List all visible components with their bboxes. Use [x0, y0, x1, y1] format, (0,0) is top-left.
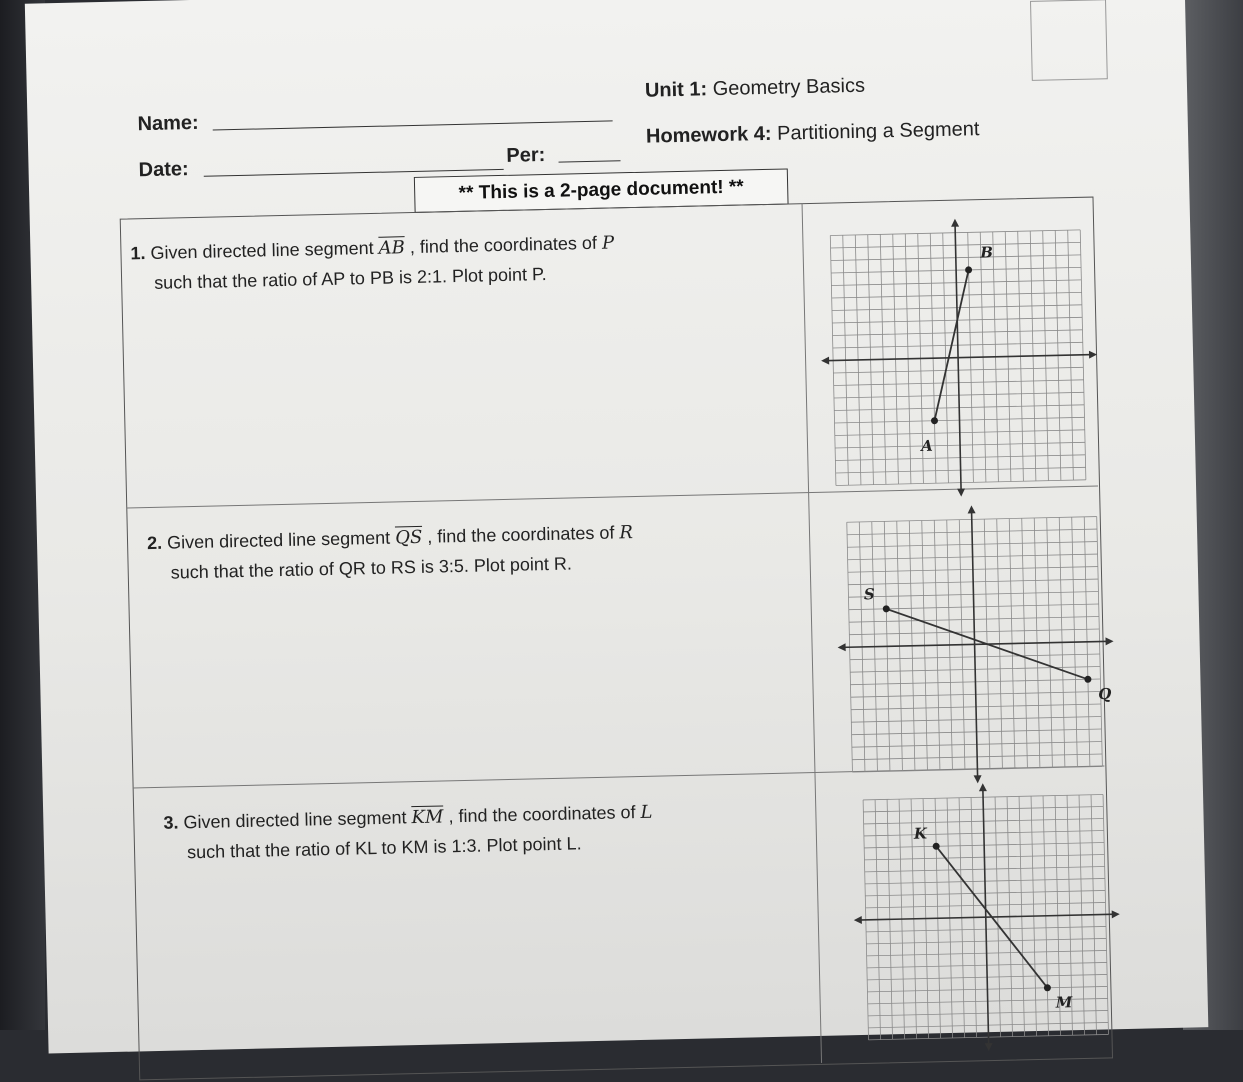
x-axis-arrow-left	[821, 357, 829, 365]
period-field[interactable]	[559, 160, 621, 162]
score-box	[1030, 0, 1108, 81]
homework-title: Homework 4: Partitioning a Segment	[645, 118, 980, 148]
unit-title: Unit 1: Geometry Basics	[644, 74, 866, 102]
x-axis	[858, 914, 1116, 920]
point-label-a: A	[920, 436, 933, 456]
question-3-line-2: such that the ratio of KL to KM is 1:3. Plot point L.	[186, 833, 582, 863]
question-3-line-1: 3. Given directed line segment $\overline{KM}$ , find the coordinates of L	[163, 801, 653, 833]
directed-segment	[886, 604, 1088, 684]
question-2-work-area[interactable]	[138, 576, 802, 781]
name-label: Name:	[137, 111, 199, 136]
question-3-coordinate-grid[interactable]	[843, 769, 1129, 1025]
question-2-coordinate-grid[interactable]	[826, 491, 1112, 767]
endpoint-a	[931, 417, 938, 424]
point-label-m: M	[1055, 993, 1073, 1012]
point-label-k: K	[913, 824, 928, 843]
y-axis-arrow-up	[967, 505, 975, 513]
endpoint-q	[1084, 676, 1091, 683]
endpoint-s	[883, 605, 890, 612]
x-axis-arrow-right	[1112, 910, 1120, 918]
question-1-line-1: 1. Given directed line segment $\overline{AB}$ , find the coordinates of P	[130, 232, 615, 264]
point-label-b: B	[979, 243, 994, 262]
x-axis	[825, 355, 1093, 361]
y-axis-arrow-up	[951, 219, 959, 227]
name-field[interactable]	[213, 120, 613, 130]
endpoint-b	[965, 266, 972, 273]
point-label-s: S	[863, 585, 875, 604]
x-axis-arrow-left	[854, 916, 862, 924]
x-axis	[842, 641, 1110, 647]
question-2-line-2: such that the ratio of QR to RS is 3:5. Plot point R.	[170, 553, 573, 583]
period-label: Per:	[506, 143, 546, 167]
directed-segment	[936, 844, 1047, 990]
question-3-work-area[interactable]	[145, 856, 809, 1041]
question-1-coordinate-grid[interactable]	[810, 200, 1096, 486]
question-2-line-1: 2. Given directed line segment $\overline{QS}$ , find the coordinates of R	[146, 522, 634, 554]
question-1-work-area[interactable]	[132, 286, 796, 501]
worksheet-page	[25, 0, 1209, 1053]
y-axis-arrow-up	[979, 783, 987, 791]
question-1-line-2: such that the ratio of AP to PB is 2:1. Plot point P.	[153, 263, 547, 293]
x-axis-arrow-right	[1105, 637, 1113, 645]
date-label: Date:	[138, 158, 189, 182]
point-label-q: Q	[1098, 684, 1112, 704]
x-axis-arrow-left	[838, 643, 846, 651]
two-page-banner: ** This is a 2-page document! **	[414, 168, 789, 212]
